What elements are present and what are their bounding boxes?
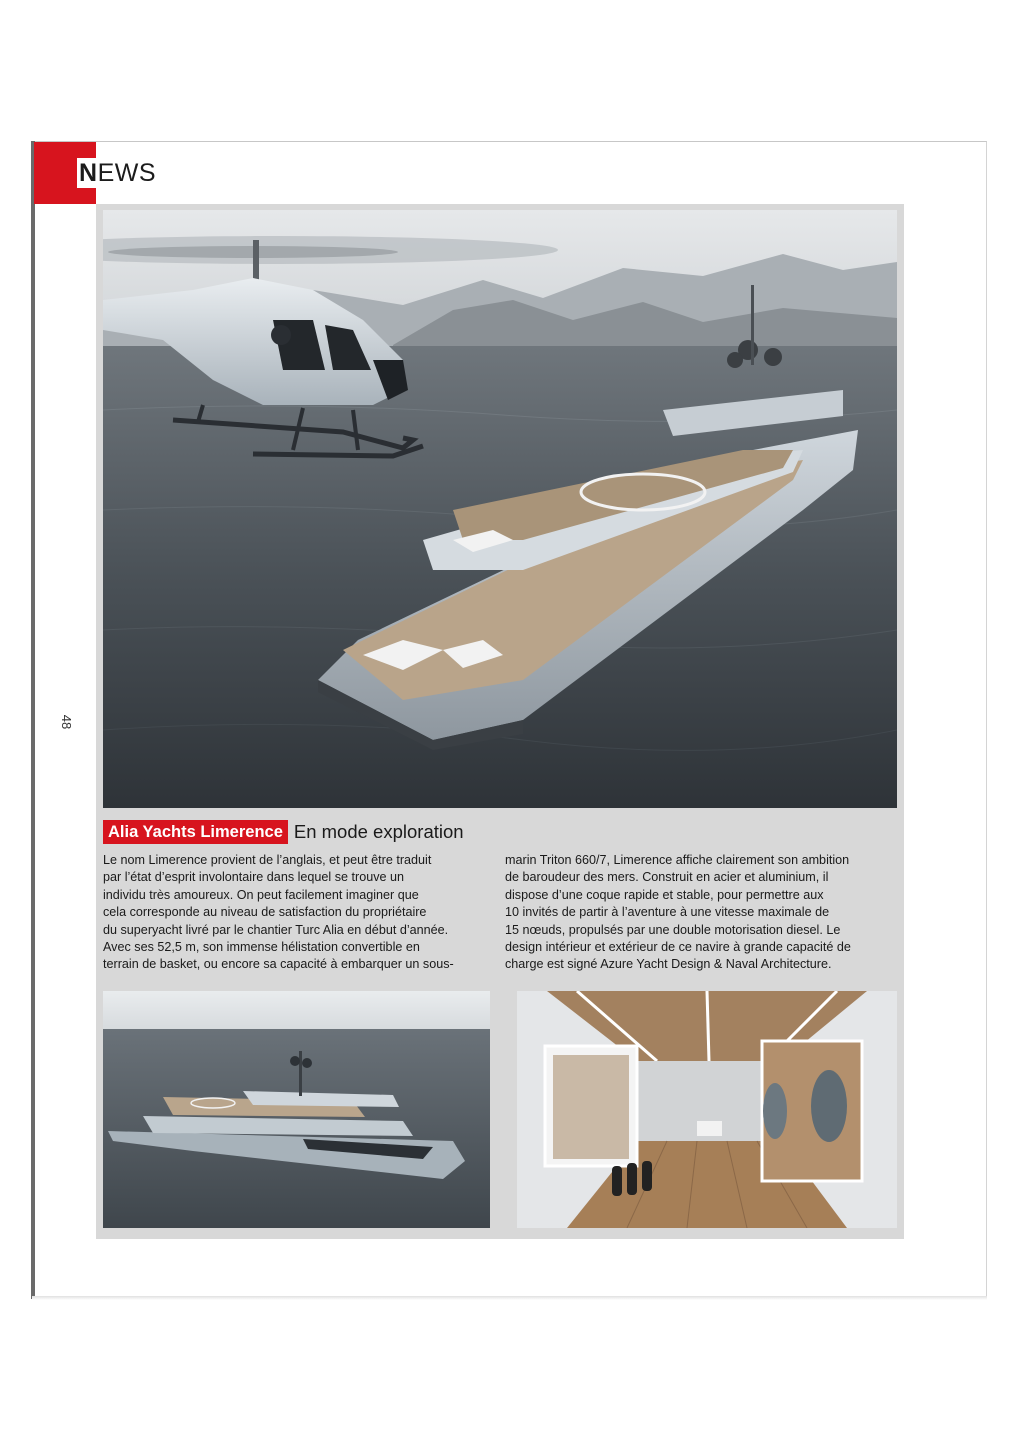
article-subtitle: En mode exploration: [293, 821, 464, 842]
article-body-column-1: Le nom Limerence provient de l’anglais, et peut être traduit par l’état d’esprit involontaire dans lequel se trouve un individu très amoureux. On peut facilement imaginer que cela corresponde au niveau de satisfaction du propriétaire du superyacht livré par le chantier Turc Alia en début d’année. Avec ses 52,5 m, son immense hélistation convertible en terrain de basket, ou encore sa capacité à embarquer un sous-: [103, 853, 454, 972]
article-body-column-2: marin Triton 660/7, Limerence affiche clairement son ambition de baroudeur des mers. Construit en acier et aluminium, il dispose d’une coque rapide et stable, pour permettre aux 10 invités de partir à l’aventure à une vitesse maximale de 15 nœuds, propulsés par une double motorisation diesel. Le design intérieur et extérieur de ce navire à grande capacité de charge est signé Azure Yacht Design & Naval Architecture.: [505, 853, 851, 972]
article-headline: [103, 820, 464, 846]
page-spine-rule: [31, 141, 35, 1299]
photo-tender-garage-interior: [517, 991, 897, 1228]
main-photo-yacht-helicopter: [103, 210, 897, 808]
article-tag: Alia Yachts Limerence: [103, 820, 288, 844]
section-title: [77, 158, 160, 188]
page-bottom-edge: [32, 1296, 987, 1300]
photo-yacht-side: [103, 991, 490, 1228]
section-title-initial: N: [79, 159, 98, 187]
page-number: 48: [59, 714, 74, 730]
section-title-rest: EWS: [97, 159, 157, 187]
